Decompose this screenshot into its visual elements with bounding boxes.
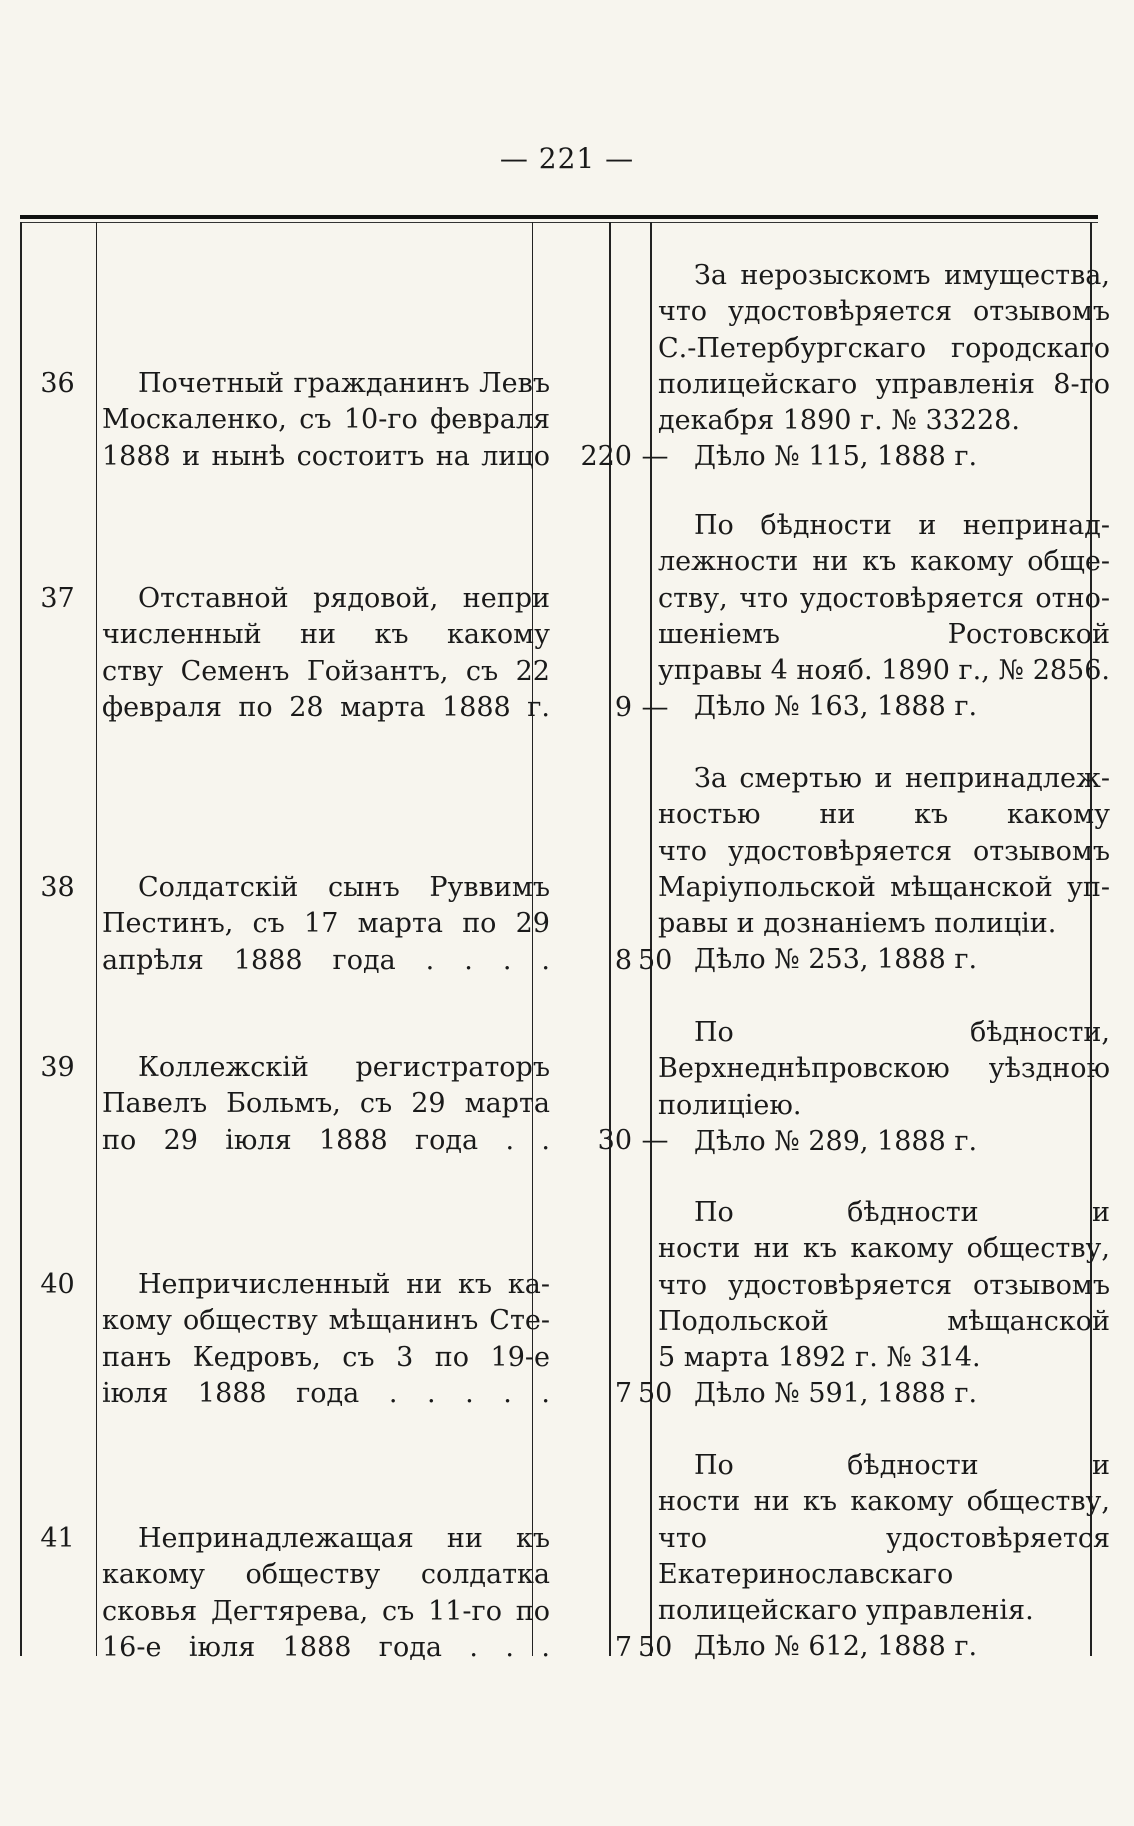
description-line: какому обществу солдатка (102, 1559, 550, 1591)
entry-description (102, 366, 550, 475)
reason-line: полицейскаго управленія. (658, 1595, 1034, 1627)
column-divider-left (20, 222, 22, 1656)
description-line: ству Семенъ Гойзантъ, съ 22 (102, 655, 550, 687)
reason-line: что удостовѣряется отзывомъ (658, 835, 1110, 867)
reason-line: полиціею. (658, 1089, 802, 1121)
entry-reason (658, 508, 1110, 726)
entry-reason (658, 1195, 1110, 1413)
description-line: Солдатскій сынъ Руввимъ (138, 872, 550, 903)
case-reference: Дѣло № 163, 1888 г. (694, 691, 978, 723)
reason-line: Екатеринославскаго (658, 1558, 954, 1590)
amount-rubles: 9 (614, 692, 632, 723)
reason-line: ности ни къ какому обществу, (658, 1486, 1110, 1518)
amount-rubles: 7 (614, 1378, 632, 1409)
reason-line: шеніемъ Ростовской (658, 618, 1110, 650)
entry-reason (658, 258, 1110, 476)
reason-line: управы 4 нояб. 1890 г., № 2856. (658, 655, 1110, 687)
reason-line: декабря 1890 г. № 33228. (658, 405, 1020, 437)
reason-line: ству, что удостовѣряется отно- (658, 582, 1110, 614)
entry-reason (658, 761, 1110, 979)
reason-line: По бѣдности и (694, 1450, 1110, 1481)
amount-rubles: 30 (597, 1125, 632, 1156)
entry-number: 38 (40, 872, 75, 903)
entry-reason (658, 1448, 1110, 1666)
header-rule (20, 215, 1098, 219)
case-reference: Дѣло № 591, 1888 г. (694, 1378, 978, 1410)
entry-number: 37 (40, 583, 75, 614)
reason-line: За смертью и непринадлеж- (694, 763, 1110, 794)
description-line: Москаленко, съ 10-го февраля (102, 404, 550, 436)
reason-line: По бѣдности, (694, 1017, 1110, 1048)
case-reference: Дѣло № 253, 1888 г. (694, 944, 978, 976)
reason-line: 5 марта 1892 г. № 314. (658, 1342, 981, 1374)
page-number: — 221 — (499, 142, 635, 175)
description-line: Коллежскій регистраторъ (138, 1052, 550, 1083)
column-divider-rub (609, 222, 611, 1656)
reason-line: По бѣдности и (694, 1197, 1110, 1228)
description-line: Непричисленный ни къ ка- (138, 1269, 550, 1300)
amount-kopecks: 50 (638, 945, 673, 976)
header-rule-thin (20, 222, 1098, 223)
entry-number: 41 (40, 1523, 75, 1554)
description-line: кому обществу мѣщанинъ Сте- (102, 1305, 550, 1337)
amount-rubles: 220 (580, 441, 632, 472)
amount-kopecks: — (641, 692, 669, 723)
description-line: Пестинъ, съ 17 марта по 29 (102, 908, 550, 940)
reason-line: равы и дознаніемъ полиціи. (658, 908, 1057, 940)
reason-line: Подольской мѣщанской (658, 1305, 1110, 1337)
reason-line: лежности ни къ какому обще- (658, 546, 1110, 578)
description-line: численный ни къ какому (102, 619, 550, 651)
amount-kopecks: — (641, 1125, 669, 1156)
case-reference: Дѣло № 115, 1888 г. (694, 441, 978, 473)
reason-line: С.-Петербургскаго городскаго (658, 332, 1110, 364)
description-line: февраля по 28 марта 1888 г. (102, 691, 550, 723)
reason-line: полицейскаго управленія 8-го (658, 368, 1110, 400)
description-line: сковья Дегтярева, съ 11-го по (102, 1595, 550, 1627)
reason-line: ности ни къ какому обществу, (658, 1233, 1110, 1265)
reason-line: что удостовѣряется (658, 1522, 1110, 1554)
entry-number: 36 (40, 368, 75, 399)
entry-description (102, 1267, 550, 1412)
description-line: Непринадлежащая ни къ (138, 1523, 550, 1554)
reason-line: Маріупольской мѣщанской уп- (658, 871, 1110, 903)
entry-reason (658, 1015, 1110, 1160)
description-line: Павелъ Больмъ, съ 29 марта (102, 1088, 550, 1120)
case-reference: Дѣло № 612, 1888 г. (694, 1631, 978, 1663)
reason-line: По бѣдности и непринад- (694, 510, 1110, 541)
case-reference: Дѣло № 289, 1888 г. (694, 1125, 978, 1157)
description-line: панъ Кедровъ, съ 3 по 19-е (102, 1341, 550, 1373)
amount-kopecks: 50 (638, 1378, 673, 1409)
description-line: 1888 и нынѣ состоитъ на лицо (102, 440, 550, 472)
description-line: Отставной рядовой, непри (138, 583, 550, 614)
amount-kopecks: — (641, 441, 669, 472)
description-line: по 29 іюля 1888 года . . (102, 1124, 550, 1156)
reason-line: За нерозыскомъ имущества, (694, 260, 1110, 291)
amount-rubles: 7 (614, 1632, 632, 1663)
description-line: іюля 1888 года . . . . . (102, 1377, 550, 1409)
entry-description (102, 870, 550, 979)
entry-description (102, 1521, 550, 1666)
amount-kopecks: 50 (638, 1632, 673, 1663)
entry-description (102, 581, 550, 726)
entry-description (102, 1050, 550, 1159)
description-line: 16-е іюля 1888 года . . . (102, 1631, 550, 1663)
entry-number: 39 (40, 1052, 75, 1083)
column-divider-kop (650, 222, 652, 1656)
column-divider-num (96, 222, 97, 1656)
entry-number: 40 (40, 1269, 75, 1300)
description-line: апрѣля 1888 года . . . . (102, 944, 550, 976)
reason-line: ностью ни къ какому (658, 799, 1110, 831)
amount-rubles: 8 (614, 945, 632, 976)
description-line: Почетный гражданинъ Левъ (138, 368, 550, 399)
reason-line: что удостовѣряется отзывомъ (658, 296, 1110, 328)
reason-line: что удостовѣряется отзывомъ (658, 1269, 1110, 1301)
reason-line: Верхнеднѣпровскою уѣздною (658, 1053, 1110, 1085)
